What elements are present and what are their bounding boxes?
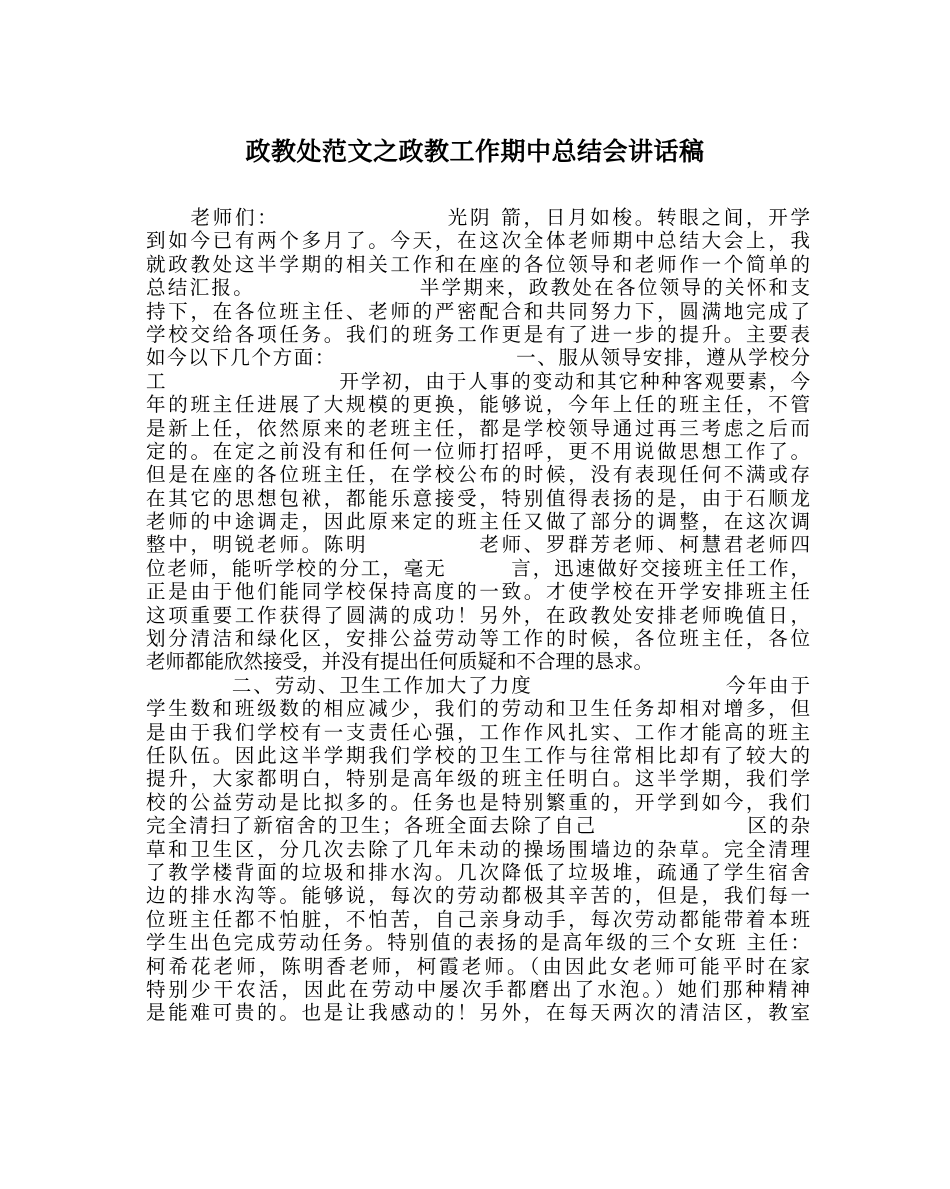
body-line: 位班主任都不怕脏，不怕苦，自己亲身动手，每次劳动都能带着本班 [146, 907, 810, 931]
body-line: 提升，大家都明白，特别是高年级的班主任明白。这半学期，我们学 [146, 767, 810, 791]
body-line: 划分清洁和绿化区，安排公益劳动等工作的时候，各位班主任，各位 [146, 627, 810, 651]
body-line: 就政教处这半学期的相关工作和在座的各位领导和老师作一个简单的 [146, 252, 810, 276]
body-line: 学生出色完成劳动任务。特别值的表扬的是高年级的三个女班 主任： [146, 931, 810, 955]
document-title: 政教处范文之政教工作期中总结会讲话稿 [245, 137, 705, 166]
body-line: 学校交给各项任务。我们的班务工作更是有了进一步的提升。主要表 [146, 322, 810, 346]
body-line: 到如今已有两个多月了。今天，在这次全体老师期中总结大会上，我 [146, 229, 810, 253]
body-line: 持下，在各位班主任、老师的严密配合和共同努力下，圆满地完成了 [146, 299, 810, 323]
body-line: 老师的中途调走，因此原来定的班主任又做了部分的调整，在这次调 [146, 510, 810, 534]
body-line: 柯希花老师，陈明香老师，柯霞老师。（由因此女老师可能平时在家 [146, 954, 810, 978]
body-line: 工 开学初，由于人事的变动和其它种种客观要素，今 [146, 369, 810, 393]
body-line: 整中，明锐老师。陈明 老师、罗群芳老师、柯慧君老师四 [146, 533, 810, 557]
body-line: 在其它的思想包袱，都能乐意接受，特别值得表扬的是，由于石顺龙 [146, 486, 810, 510]
body-line: 总结汇报。 半学期来，政教处在各位领导的关怀和支 [146, 276, 810, 300]
body-line: 草和卫生区，分几次去除了几年未动的操场围墙边的杂草。完全清理 [146, 837, 810, 861]
body-line: 二、劳动、卫生工作加大了力度 今年由于 [146, 673, 810, 697]
body-line: 学生数和班级数的相应减少，我们的劳动和卫生任务却相对增多，但 [146, 697, 810, 721]
body-line: 特别少干农活，因此在劳动中屡次手都磨出了水泡。）她们那种精神 [146, 977, 810, 1001]
document-body [146, 206, 810, 1025]
body-line: 任队伍。因此这半学期我们学校的卫生工作与往常相比却有了较大的 [146, 743, 810, 767]
body-line: 年的班主任进展了大规模的更换，能够说，今年上任的班主任，不管 [146, 393, 810, 417]
body-line: 这项重要工作获得了圆满的成功！另外，在政教处安排老师晚值日， [146, 603, 810, 627]
body-line: 是能难可贵的。也是让我感动的！另外，在每天两次的清洁区，教室 [146, 1001, 810, 1025]
body-line: 老师都能欣然接受，并没有提出任何质疑和不合理的恳求。 [146, 650, 654, 674]
body-line: 是新上任，依然原来的老班主任，都是学校领导通过再三考虑之后而 [146, 416, 810, 440]
body-line: 完全清扫了新宿舍的卫生；各班全面去除了自己 区的杂 [146, 814, 810, 838]
body-line: 是由于我们学校有一支责任心强，工作作风扎实、工作才能高的班主 [146, 720, 810, 744]
body-line: 正是由于他们能同学校保持高度的一致。才使学校在开学安排班主任 [146, 580, 810, 604]
body-line: 但是在座的各位班主任，在学校公布的时候，没有表现任何不满或存 [146, 463, 810, 487]
body-line: 如今以下几个方面： 一、服从领导安排，遵从学校分 [146, 346, 810, 370]
body-line: 边的排水沟等。能够说，每次的劳动都极其辛苦的，但是，我们每一 [146, 884, 810, 908]
body-line: 校的公益劳动是比拟多的。任务也是特别繁重的，开学到如今，我们 [146, 790, 810, 814]
body-line: 老师们： 光阴 箭，日月如梭。转眼之间，开学 [146, 206, 810, 229]
body-line: 了教学楼背面的垃圾和排水沟。几次降低了垃圾堆，疏通了学生宿舍 [146, 860, 810, 884]
body-line: 位老师，能听学校的分工，毫无 言，迅速做好交接班主任工作， [146, 556, 810, 580]
body-line: 定的。在定之前没有和任何一位师打招呼，更不用说做思想工作了。 [146, 439, 810, 463]
